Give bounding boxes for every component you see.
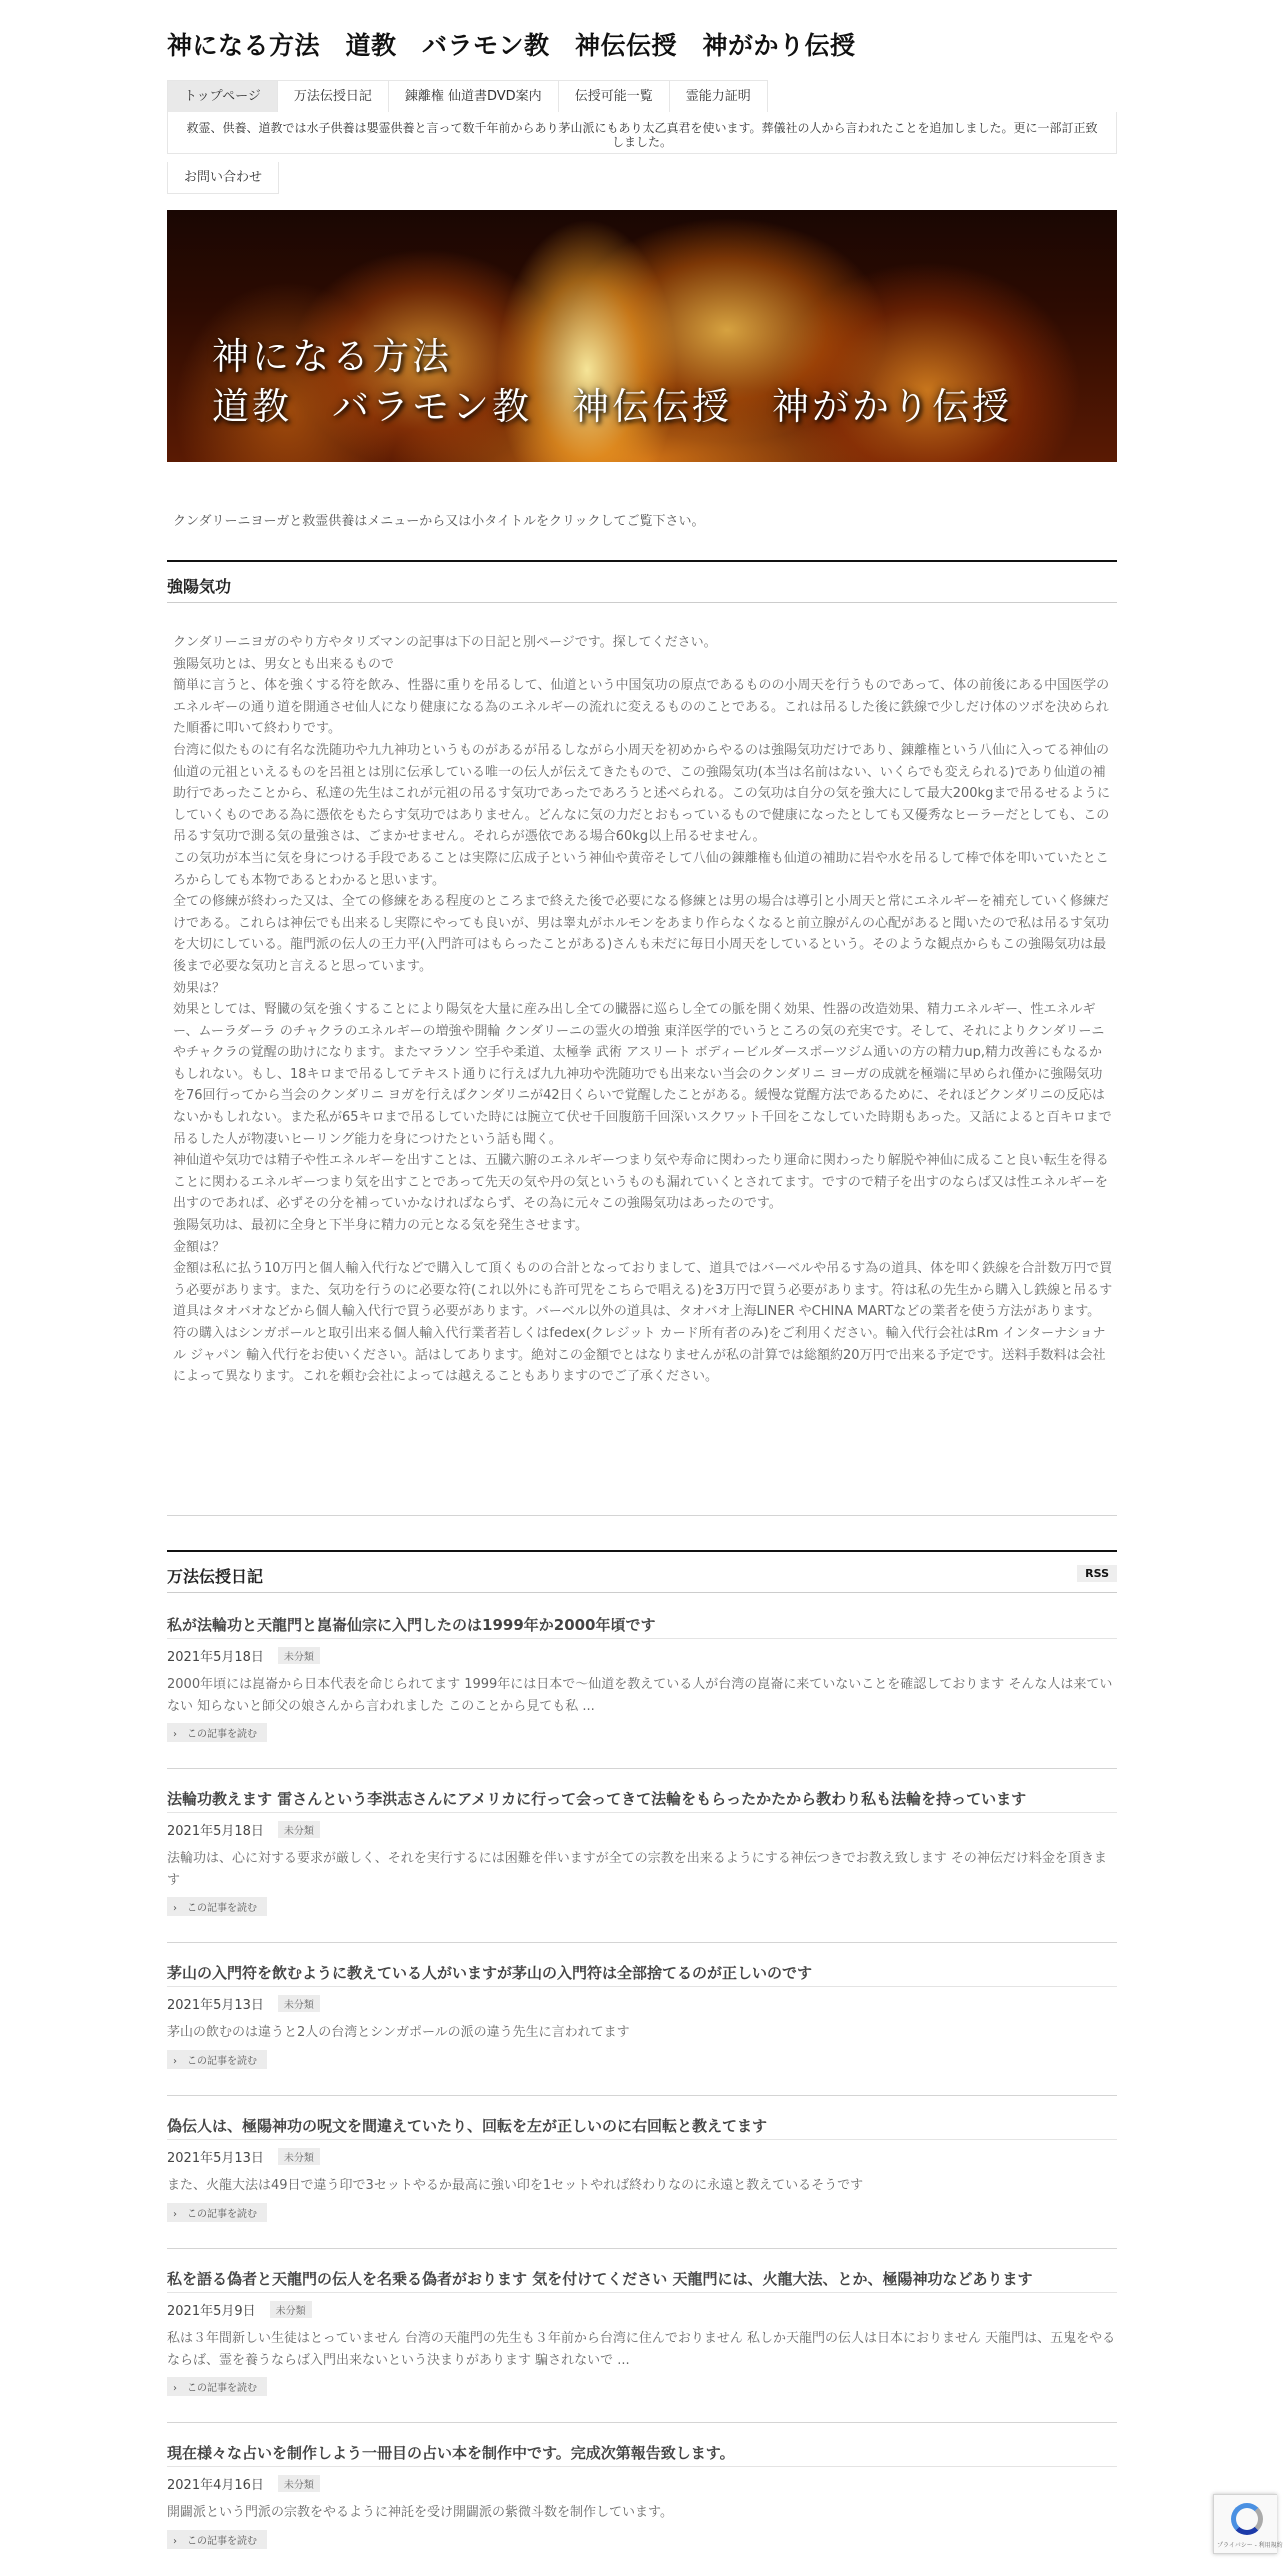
- category-badge[interactable]: 未分類: [278, 2475, 320, 2492]
- category-badge[interactable]: 未分類: [278, 2148, 320, 2165]
- read-more-label: この記事を読む: [187, 1729, 257, 1741]
- post-divider: [167, 2248, 1117, 2249]
- blog-post: [167, 1962, 1117, 2069]
- post-title-link[interactable]: 茅山の入門符を飲むように教えている人がいますが茅山の入門符は全部捨てるのが正しいのです: [167, 1962, 1117, 1987]
- section-divider: [167, 560, 1117, 562]
- post-excerpt: 法輪功は、心に対する要求が厳しく、それを実行するには困難を伴いますが全ての宗教を出来るようにする神伝つきでお教え致します その神伝だけ料金を頂きます: [167, 1851, 1107, 1888]
- post-date: 2021年5月9日: [167, 2304, 256, 2319]
- paragraph: この気功が本当に気を身につける手段であることは実際に広成子という神仙や黄帝そして八仙の錬離権も仙道の補助に岩や水を吊るして棒で体を叩いていたところからしても本物であるとわかると思います。: [173, 850, 1109, 888]
- blog-post: [167, 1788, 1117, 1916]
- recaptcha-icon: [1231, 2503, 1263, 2535]
- nav-item-transmission-list[interactable]: 伝授可能一覧: [559, 80, 670, 112]
- section-divider: [167, 1550, 1117, 1552]
- hero-line2: 道教 バラモン教 神伝伝授 神がかり伝授: [212, 385, 1012, 428]
- post-date: 2021年5月18日: [167, 1650, 264, 1665]
- post-excerpt: また、火龍大法は49日で違う印で3セットやるか最高に強い印を1セットやれば終わりなのに永遠と教えているそうです: [167, 2178, 864, 2193]
- post-meta: [167, 1994, 1117, 2013]
- post-title-link[interactable]: 法輪功教えます 雷さんという李洪志さんにアメリカに行って会ってきて法輪をもらったかたから教わり私も法輪を持っています: [167, 1788, 1117, 1813]
- chevron-right-icon: ›: [173, 2055, 177, 2067]
- post-excerpt: 茅山の飲むのは違うと2人の台湾とシンガポールの派の違う先生に言われてます: [167, 2025, 630, 2040]
- site-title[interactable]: 神になる方法 道教 バラモン教 神伝伝授 神がかり伝授: [167, 31, 856, 60]
- section-divider: [167, 1515, 1117, 1516]
- chevron-right-icon: ›: [173, 2383, 177, 2395]
- read-more-label: この記事を読む: [187, 1903, 257, 1915]
- recaptcha-links[interactable]: プライバシー - 利用規約: [1217, 2542, 1283, 2549]
- category-badge[interactable]: 未分類: [278, 1821, 320, 1838]
- recaptcha-badge[interactable]: [1213, 2494, 1283, 2554]
- post-title-link[interactable]: 現在様々な占いを制作しよう一冊目の占い本を制作中です。完成次第報告致します。: [167, 2442, 1117, 2467]
- chevron-right-icon: ›: [173, 1729, 177, 1741]
- category-badge[interactable]: 未分類: [278, 1647, 320, 1664]
- paragraph: 金額は？: [173, 1239, 226, 1255]
- post-title-link[interactable]: 偽伝人は、極陽神功の呪文を間違えていたり、回転を左が正しいのに右回転と教えてます: [167, 2115, 1117, 2140]
- paragraph: 金額は私に払う10万円と個人輸入代行などで購入して頂くものの合計となっておりまして、道具ではバーベルや吊るす為の道具、体を叩く鉄線を合計数万円で買う必要があります。また、気功を行うのに必要な符(これ以外にも許可咒をこちらで唱える)を3万円で買う必要があります。符は私の先生から購入し鉄線と吊るす道具はタオバオなどから個人輸入代行で買う必要があります。バーベル以外の道具は、タオバオ上海LINER やCHINA MARTなどの業者を使う方法があります。符の購入はシンガポールと取引出来る個人輸入代行業者若しくはfedex(クレジット カード所有者のみ)をご利用ください。輸入代行会社はRm インターナショナル ジャパン 輸入代行をお使いください。話はしてあります。絶対この金額でとはなりませんが私の計算では総額約20万円で出来る予定です。送料手数料は会社によって異なります。これを頼む会社によっては越えることもありますのでご了承ください。: [173, 1261, 1113, 1385]
- paragraph: 台湾に似たものに有名な洗随功や九九神功というものがあるが吊るしながら小周天を初めからやるのは強陽気功だけであり、錬離権という八仙に入ってる神仙の仙道の元祖といえるものを呂祖とは別に伝承している唯一の伝人が伝えてきたもので、この強陽気功(本当は名前はない、いくらでも変えられる)であり仙道の補助行であったことから、私達の先生はこれが元祖の吊るす気功であったであろうと述べられる。この気功は自分の気を強大にして最大200kgまで吊るせるようにしていくものである為に憑依をもたらす気功ではありません。どんなに気の力だとおもっているもので健康になったとしても又優秀なヒーラーだとしても、この吊るす気功で測る気の量強さは、ごまかせません。それらが憑依である場合60kg以上吊るせません。: [173, 742, 1110, 845]
- post-divider: [167, 1768, 1117, 1769]
- nav-item-dvd[interactable]: 錬離権 仙道書DVD案内: [389, 80, 559, 112]
- hero-title: [212, 332, 1012, 432]
- paragraph: 効果としては、腎臓の気を強くすることにより陽気を大量に産み出し全ての臓器に巡らし全ての脈を開く効果、性器の改造効果、精力エネルギー、性エネルギー、ムーラダーラ のチャクラのエネルギーの増強や開輪 クンダリーニの霊火の増強 東洋医学的でいうところの気の充実です。そして、それによりクンダリーニやチャクラの覚醒の助けになります。またマラソン 空手や柔道、太極拳 武術 アスリート ボディービルダースポーツジム通いの方の精力up,精力改善にもなるかもしれない。もし、18キロまで吊るしてテキスト通りに行えば九九神功や洗随功でも出来ない当会のクンダリニ ヨーガの成就を極端に早められ僅かに強陽気功を76回行ってから当会のクンダリニ ヨガを行えばクンダリニが42日くらいで覚醒したことがある。緩慢な覚醒方法であるために、それほどクンダリニの反応はないかもしれない。また私が65キロまで吊るしていた時には腕立て伏せ千回腹筋千回深いスクワット千回をこなしていた時期もあった。又話によると百キロまで吊るした人が物凄いヒーリング能力を身につけたという話も聞く。: [173, 1002, 1112, 1147]
- read-more-button[interactable]: [167, 2050, 267, 2069]
- paragraph: クンダリーニヨガのやり方やタリズマンの記事は下の日記と別ページです。探してください。: [173, 635, 717, 650]
- post-meta: [167, 1820, 1117, 1839]
- read-more-label: この記事を読む: [187, 2383, 257, 2395]
- section-title-diary: 万法伝授日記: [167, 1567, 264, 1586]
- read-more-label: この記事を読む: [187, 2208, 257, 2220]
- section-divider: [167, 1592, 1117, 1593]
- paragraph: 神仙道や気功では精子や性エネルギーを出すことは、五臓六腑のエネルギーつまり気や寿命に関わったり運命に関わったり解脱や神仙に成ること良い転生を得ることに関わるエネルギーつまり気を出すことであって先天の気や丹の気というものも漏れていくとされてます。ですので精子を出すのならば又は性エネルギーを出すのであれば、必ずその分を補っていかなければならず、その為に元々この強陽気功はあったのです。: [173, 1153, 1109, 1212]
- nav-row: [167, 80, 768, 112]
- read-more-label: この記事を読む: [187, 2535, 257, 2547]
- nav-item-psychic-proof[interactable]: 霊能力証明: [670, 80, 768, 112]
- rss-button[interactable]: RSS: [1077, 1565, 1117, 1582]
- hero-line1: 神になる方法: [212, 335, 452, 378]
- chevron-right-icon: ›: [173, 1903, 177, 1915]
- blog-post: [167, 2115, 1117, 2222]
- hero-banner: [167, 210, 1117, 462]
- post-excerpt: 私は３年間新しい生徒はとっていません 台湾の天龍門の先生も３年前から台湾に住んでおりません 私しか天龍門の伝人は日本におりません 天龍門は、五鬼をやるならば、霊を養うならば入門出来ないという決まりがあります 騙されないで ...: [167, 2331, 1116, 2368]
- read-more-button[interactable]: [167, 2203, 267, 2222]
- read-more-button[interactable]: [167, 1723, 267, 1742]
- paragraph: 全ての修練が終わった又は、全ての修練をある程度のところまで終えた後で必要になる修練とは男の場合は導引と小周天と常にエネルギーを補充していく修練だけである。これらは神伝でも出来るし実際にやっても良いが、男は睾丸がホルモンをあまり作らなくなると前立腺がんの心配があると聞いたので私は吊るす気功を大切にしている。龍門派の伝人の王力平(入門許可はもらったことがある)さんも未だに毎日小周天をしているという。そのような観点からもこの強陽気功は最後まで必要な気功と言えると思っています。: [173, 894, 1110, 974]
- nav-item-contact[interactable]: お問い合わせ: [167, 162, 279, 194]
- read-more-button[interactable]: [167, 2530, 267, 2549]
- chevron-right-icon: ›: [173, 2208, 177, 2220]
- nav-item-memorial[interactable]: 救霊、供養、道教では水子供養は嬰霊供養と言って数千年前からあり茅山派にもあり太乙真君を使います。葬儀社の人から言われたことを追加しました。更に一部訂正致しました。: [167, 112, 1117, 154]
- post-divider: [167, 1942, 1117, 1943]
- read-more-button[interactable]: [167, 1897, 267, 1916]
- article-body: [173, 632, 1113, 1388]
- post-excerpt: 2000年頃には崑崙から日本代表を命じられてます 1999年には日本で～仙道を教えている人が台湾の崑崙に来ていないことを確認しております そんな人は来ていない 知らないと師父の娘さんから言われました このことから見ても私 ...: [167, 1677, 1113, 1714]
- post-title-link[interactable]: 私を語る偽者と天龍門の伝人を名乗る偽者がおります 気を付けてください 天龍門には、火龍大法、とか、極陽神功などあります: [167, 2268, 1117, 2293]
- blog-post: [167, 2442, 1117, 2549]
- paragraph: 強陽気功とは、男女とも出来るもので: [173, 656, 395, 672]
- nav-row: [167, 162, 279, 194]
- section-divider: [167, 602, 1117, 603]
- category-badge[interactable]: 未分類: [278, 1995, 320, 2012]
- post-date: 2021年5月13日: [167, 2151, 264, 2166]
- read-more-label: この記事を読む: [187, 2055, 257, 2067]
- post-meta: [167, 2300, 1117, 2319]
- paragraph: 効果は？: [173, 980, 226, 996]
- read-more-button[interactable]: [167, 2377, 267, 2396]
- nav-item-diary[interactable]: 万法伝授日記: [278, 80, 389, 112]
- nav-item-top[interactable]: トップページ: [167, 80, 278, 112]
- post-divider: [167, 2095, 1117, 2096]
- post-date: 2021年4月16日: [167, 2478, 264, 2493]
- post-divider: [167, 2422, 1117, 2423]
- post-date: 2021年5月13日: [167, 1998, 264, 2013]
- post-meta: [167, 2474, 1117, 2493]
- post-title-link[interactable]: 私が法輪功と天龍門と崑崙仙宗に入門したのは1999年か2000年頃です: [167, 1614, 1117, 1639]
- intro-text: クンダリーニヨーガと救霊供養はメニューから又は小タイトルをクリックしてご覧下さい。: [173, 514, 705, 529]
- chevron-right-icon: ›: [173, 2535, 177, 2547]
- post-meta: [167, 1646, 1117, 1665]
- post-date: 2021年5月18日: [167, 1824, 264, 1839]
- blog-post: [167, 2268, 1117, 2396]
- post-meta: [167, 2147, 1117, 2166]
- post-excerpt: 開闢派という門派の宗教をやるように神託を受け開闢派の紫微斗数を制作しています。: [167, 2505, 673, 2520]
- category-badge[interactable]: 未分類: [270, 2301, 312, 2318]
- paragraph: 簡単に言うと、体を強くする符を飲み、性器に重りを吊るして、仙道という中国気功の原点であるものの小周天を行うものであって、体の前後にある中国医学のエネルギーの通り道を開通させ仙人になり健康になる為のエネルギーの流れに変えるもののことである。これは吊るした後に鉄線で少しだけ体のツボを決められた順番に叩いて終わりです。: [173, 678, 1110, 737]
- blog-post: [167, 1614, 1117, 1742]
- paragraph: 強陽気功は、最初に全身と下半身に精力の元となる気を発生させます。: [173, 1218, 588, 1234]
- section-title-strong-yang: 強陽気功: [167, 577, 232, 596]
